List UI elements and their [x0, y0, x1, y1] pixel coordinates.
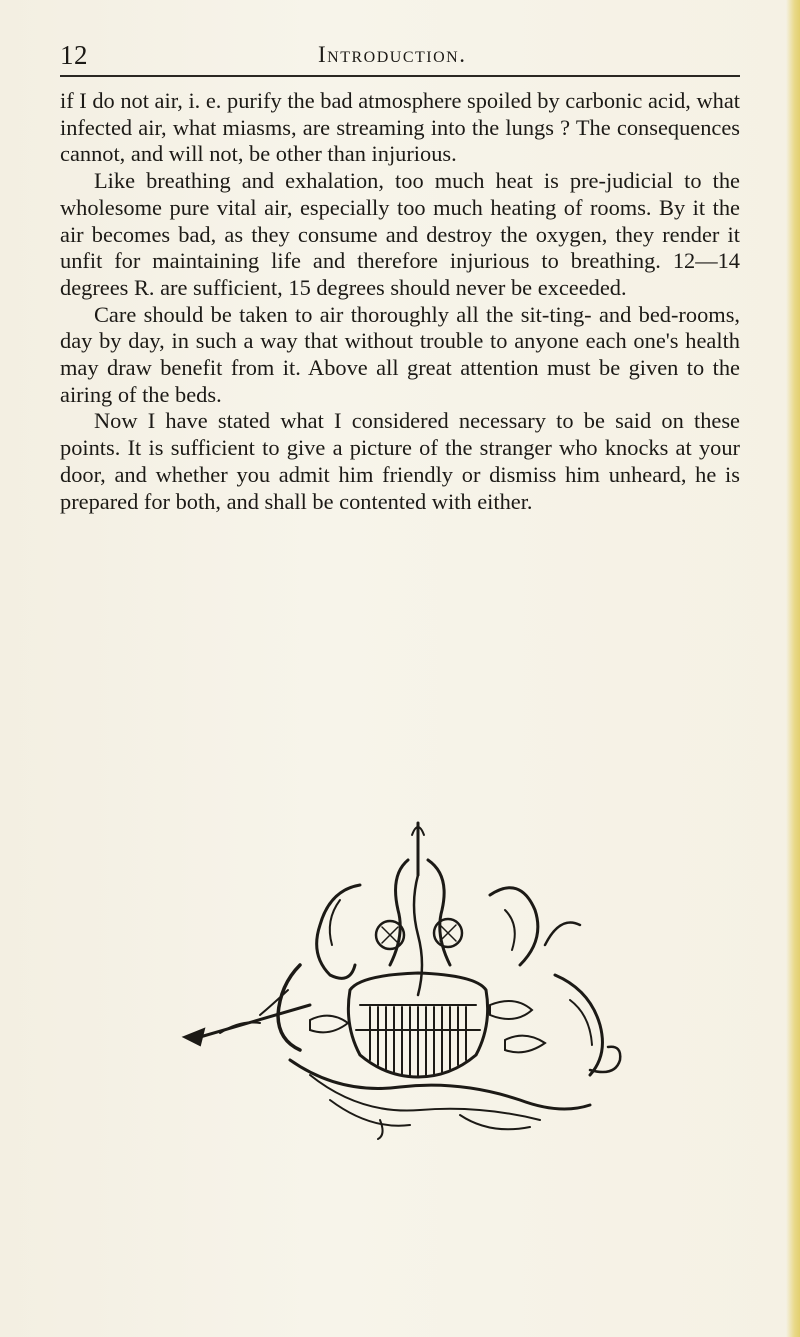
decorative-woodcut-ornament-icon	[160, 815, 640, 1140]
body-text	[60, 88, 740, 515]
paragraph-3: Care should be taken to air thoroughly all the sit-ting- and bed-rooms, day by day, in such a way that without trouble to anyone each one's health may draw benefit from it. Above all great attention must be given to the airing of the beds.	[60, 301, 740, 407]
paragraph-2: Like breathing and exhalation, too much heat is pre-judicial to the wholesome pure vital air, especially too much heating of rooms. By it the air becomes bad, as they consume and destroy the oxygen, they render it unfit for maintaining life and therefore injurious to breathing. 12—14 degrees R. are sufficient, 15 degrees should never be exceeded.	[60, 168, 740, 300]
header-rule	[60, 75, 740, 77]
page-number: 12	[60, 40, 88, 70]
running-head: Introduction.	[318, 42, 467, 67]
paragraph-1: if I do not air, i. e. purify the bad atmosphere spoiled by carbonic acid, what infected air, what miasms, are streaming into the lungs ? The consequences cannot, and will not, be other than injurious.	[60, 88, 740, 167]
page-header	[60, 40, 740, 80]
page-edge	[786, 0, 800, 1337]
paragraph-4: Now I have stated what I considered necessary to be said on these points. It is sufficient to give a picture of the stranger who knocks at your door, and whether you admit him friendly or dismiss him unheard, he is prepared for both, and shall be contented with either.	[60, 408, 740, 514]
